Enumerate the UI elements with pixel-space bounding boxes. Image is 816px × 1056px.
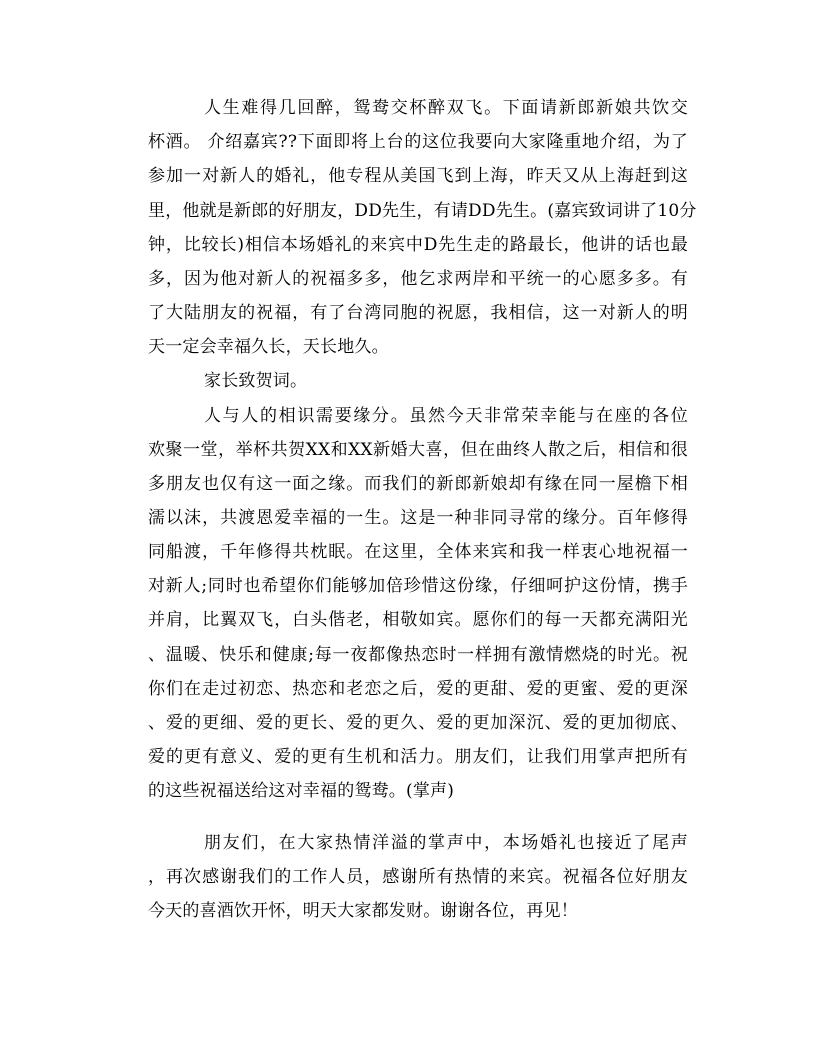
text-line: 、温暖、快乐和健康;每一夜都像热恋时一样拥有激情燃烧的时光。祝 — [148, 645, 688, 665]
text-line: 欢聚一堂，举杯共贺XX和XX新婚大喜，但在曲终人散之后，相信和很 — [148, 440, 688, 460]
text-line: 多朋友也仅有这一面之缘。而我们的新郎新娘却有缘在同一屋檐下相 — [148, 474, 688, 494]
text-line: 人与人的相识需要缘分。虽然今天非常荣幸能与在座的各位 — [204, 406, 688, 426]
text-line: 爱的更有意义、爱的更有生机和活力。朋友们，让我们用掌声把所有 — [148, 747, 688, 767]
text-line: 人生难得几回醉，鸳鸯交杯醉双飞。下面请新郎新娘共饮交 — [204, 98, 688, 118]
text-line: 朋友们，在大家热情洋溢的掌声中，本场婚礼也接近了尾声 — [204, 833, 688, 853]
text-line: 杯酒。 介绍嘉宾??下面即将上台的这位我要向大家隆重地介绍，为了 — [148, 132, 688, 152]
text-line: ，再次感谢我们的工作人员，感谢所有热情的来宾。祝福各位好朋友 — [148, 867, 688, 887]
text-line: 钟，比较长)相信本场婚礼的来宾中D先生走的路最长，他讲的话也最 — [148, 235, 688, 255]
text-line: 天一定会幸福久长，天长地久。 — [148, 337, 389, 357]
text-line: 同船渡，千年修得共枕眠。在这里，全体来宾和我一样衷心地祝福一 — [148, 542, 688, 562]
text-line: 的这些祝福送给这对幸福的鸳鸯。(掌声) — [148, 781, 455, 801]
text-line: 里，他就是新郎的好朋友，DD先生，有请DD先生。(嘉宾致词讲了10分 — [148, 201, 697, 221]
text-line: 今天的喜酒饮开怀，明天大家都发财。谢谢各位，再见！ — [148, 901, 578, 921]
text-line: 了大陆朋友的祝福，有了台湾同胞的祝愿，我相信，这一对新人的明 — [148, 303, 688, 323]
section-heading: 家长致贺词。 — [204, 371, 308, 391]
text-line: 多，因为他对新人的祝福多多，他乞求两岸和平统一的心愿多多。有 — [148, 269, 688, 289]
text-line: 参加一对新人的婚礼，他专程从美国飞到上海，昨天又从上海赶到这 — [148, 166, 688, 186]
text-line: 你们在走过初恋、热恋和老恋之后，爱的更甜、爱的更蜜、爱的更深 — [148, 679, 688, 699]
text-line: 对新人;同时也希望你们能够加倍珍惜这份缘，仔细呵护这份情，携手 — [148, 576, 688, 596]
text-line: 并肩，比翼双飞，白头偕老，相敬如宾。愿你们的每一天都充满阳光 — [148, 610, 688, 630]
text-line: 濡以沫，共渡恩爱幸福的一生。这是一种非同寻常的缘分。百年修得 — [148, 508, 688, 528]
text-line: 、爱的更细、爱的更长、爱的更久、爱的更加深沉、爱的更加彻底、 — [148, 713, 688, 733]
